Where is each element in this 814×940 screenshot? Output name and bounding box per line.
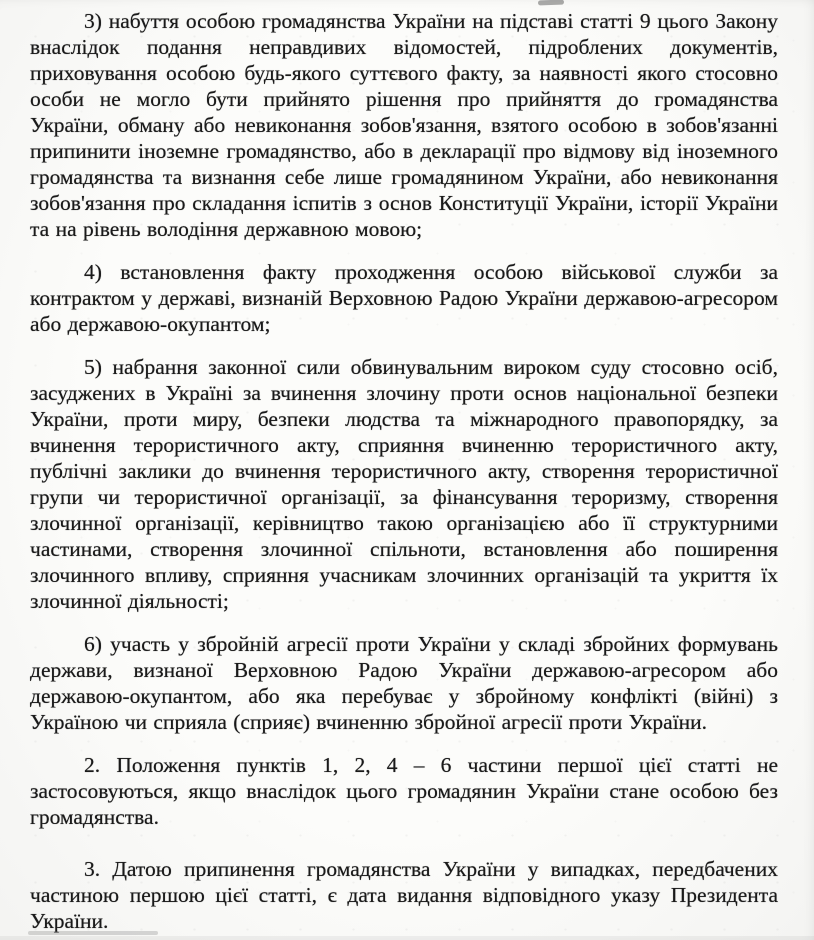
paragraph-item-4: 4) встановлення факту проходження особою військової служби за контрактом у державі, визнаній Верховною Радою України державою-агресором або державою-окупантом; xyxy=(30,260,778,336)
paragraph-item-5: 5) набрання законної сили обвинувальним вироком суду стосовно осіб, засуджених в Україні за вчинення злочину проти основ національної безпеки України, проти миру, безпеки людства та міжнародного правопорядку, за вчинення терористичного акту, сприяння вчиненню терористичного акту, публічні заклики до вчинення терористичного акту, створення терористичної групи чи терористичної організації, за фінансування тероризму, створення злочинної організації, керівництво такою організацією або її структурними частинами, створення злочинної спільноти, встановлення або поширення злочинного впливу, сприяння учасникам злочинних організацій та укриття їх злочинної діяльності; xyxy=(30,355,778,613)
paragraph-part-3: 3. Датою припинення громадянства України у випадках, передбачених частиною першою цієї статті, є дата видання відповідного указу Президента України. xyxy=(30,857,778,933)
scan-smudge-top xyxy=(538,0,564,5)
paragraph-part-2: 2. Положення пунктів 1, 2, 4 – 6 частини першої цієї статті не застосовуються, якщо внаслідок цього громадянин України стане особою без громадянства. xyxy=(30,753,778,829)
paragraph-item-6: 6) участь у збройній агресії проти України у складі збройних формувань держави, визнаної Верховною Радою України державою-агресором або державою-окупантом, або яка перебуває у збройному конфлікті (війні) з Україною чи сприяла (сприяє) вчиненню збройної агресії проти України. xyxy=(30,632,778,734)
paragraph-item-3: 3) набуття особою громадянства України на підставі статті 9 цього Закону внаслідок подання неправдивих відомостей, підроблених документів, приховування особою будь-якого суттєвого факту, за наявності якого стосовно особи не могло бути прийнято рішення про прийняття до громадянства України, обману або невиконання зобов'язання, взятого особою в зобов'язанні припинити іноземне громадянство, або в декларації про відмову від іноземного громадянства та визнання себе лише громадянином України, або невиконання зобов'язання про складання іспитів з основ Конституції України, історії України та на рівень володіння державною мовою; xyxy=(30,9,778,241)
document-text-block xyxy=(30,8,778,940)
